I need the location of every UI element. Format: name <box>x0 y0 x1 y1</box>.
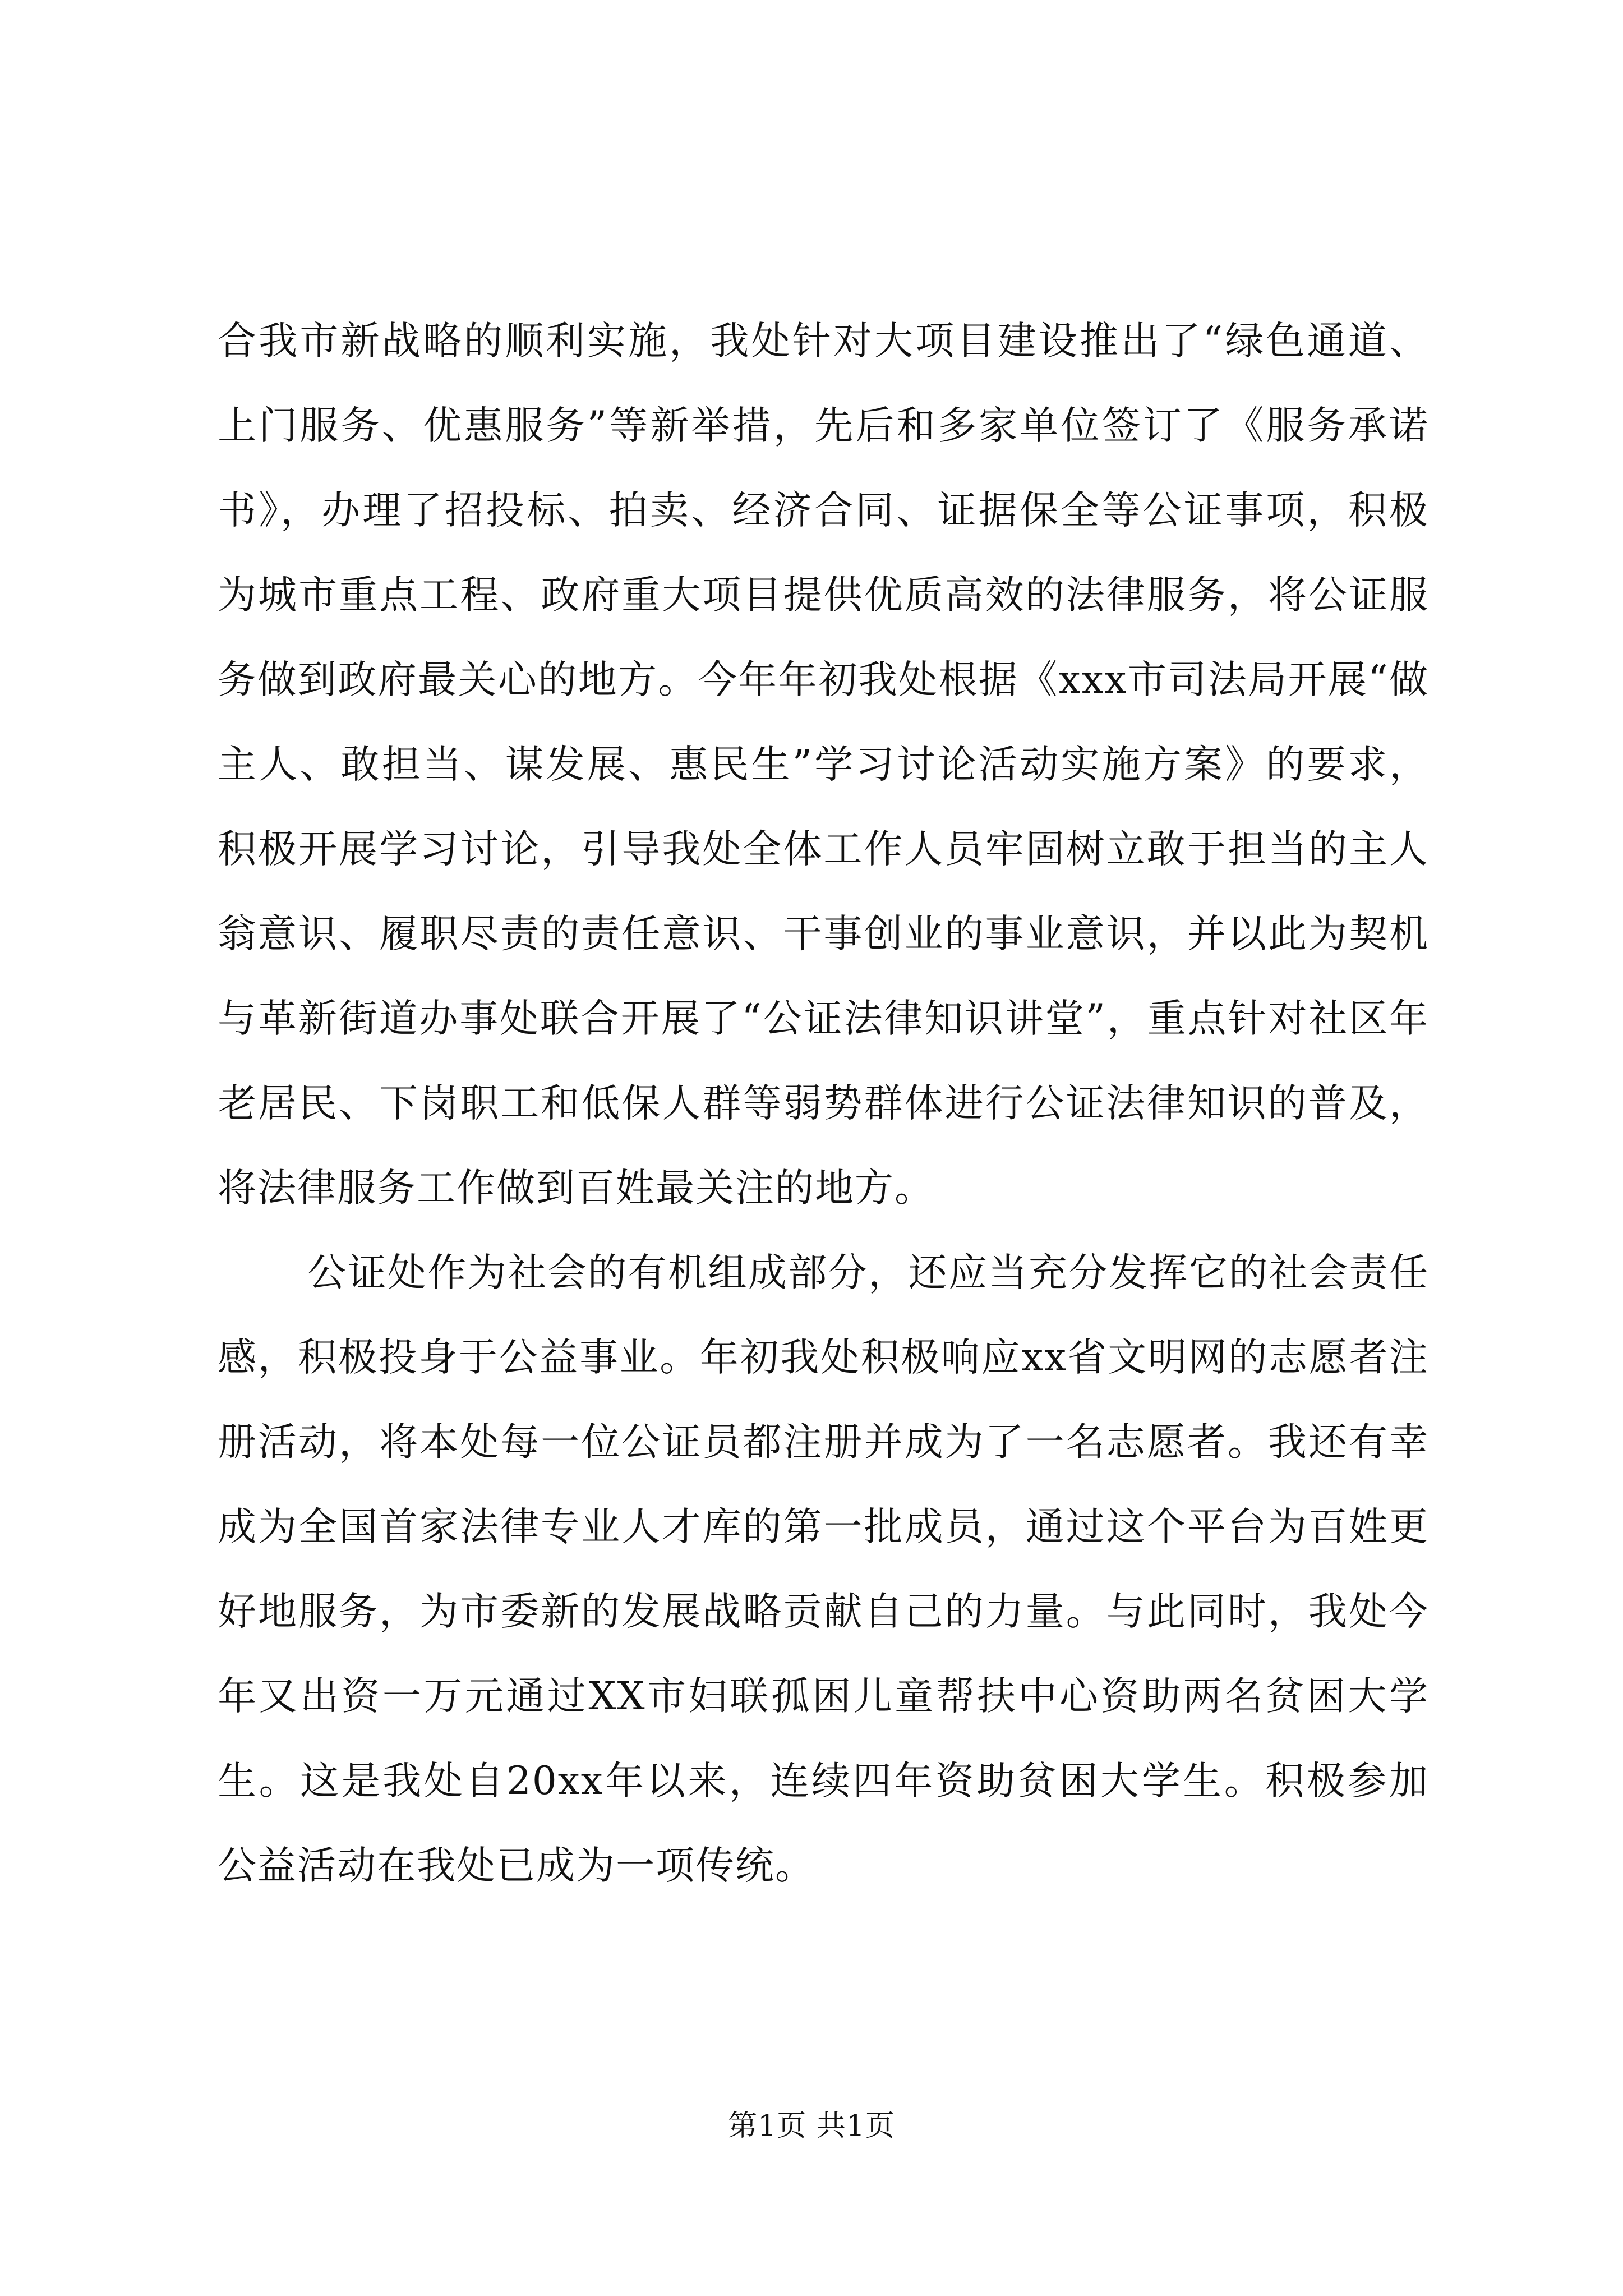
paragraph-public-welfare: 公证处作为社会的有机组成部分，还应当充分发挥它的社会责任感，积极投身于公益事业。年初我处积极响应xx省文明网的志愿者注册活动，将本处每一位公证员都注册并成为了一名志愿者。我还有幸成为全国首家法律专业人才库的第一批成员，通过这个平台为百姓更好地服务，为市委新的发展战略贡献自己的力量。与此同时，我处今年又出资一万元通过XX市妇联孤困儿童帮扶中心资助两名贫困大学生。这是我处自20xx年以来，连续四年资助贫困大学生。积极参加公益活动在我处已成为一项传统。 <box>218 1250 1429 1888</box>
page-number-footer: 第1页 共1页 <box>728 2109 895 2143</box>
paragraph-public-notary-services: 合我市新战略的顺利实施，我处针对大项目建设推出了“绿色通道、上门服务、优惠服务”等新举措，先后和多家单位签订了《服务承诺书》，办理了招投标、拍卖、经济合同、证据保全等公证事项，积极为城市重点工程、政府重大项目提供优质高效的法律服务，将公证服务做到政府最关心的地方。今年年初我处根据《xxx市司法局开展“做主人、敢担当、谋发展、惠民生”学习讨论活动实施方案》的要求，积极开展学习讨论，引导我处全体工作人员牢固树立敢于担当的主人翁意识、履职尽责的责任意识、干事创业的事业意识，并以此为契机与革新街道办事处联合开展了“公证法律知识讲堂”，重点针对社区年老居民、下岗职工和低保人群等弱势群体进行公证法律知识的普及，将法律服务工作做到百姓最关注的地方。 <box>218 319 1429 1211</box>
document-body <box>218 299 1429 1908</box>
